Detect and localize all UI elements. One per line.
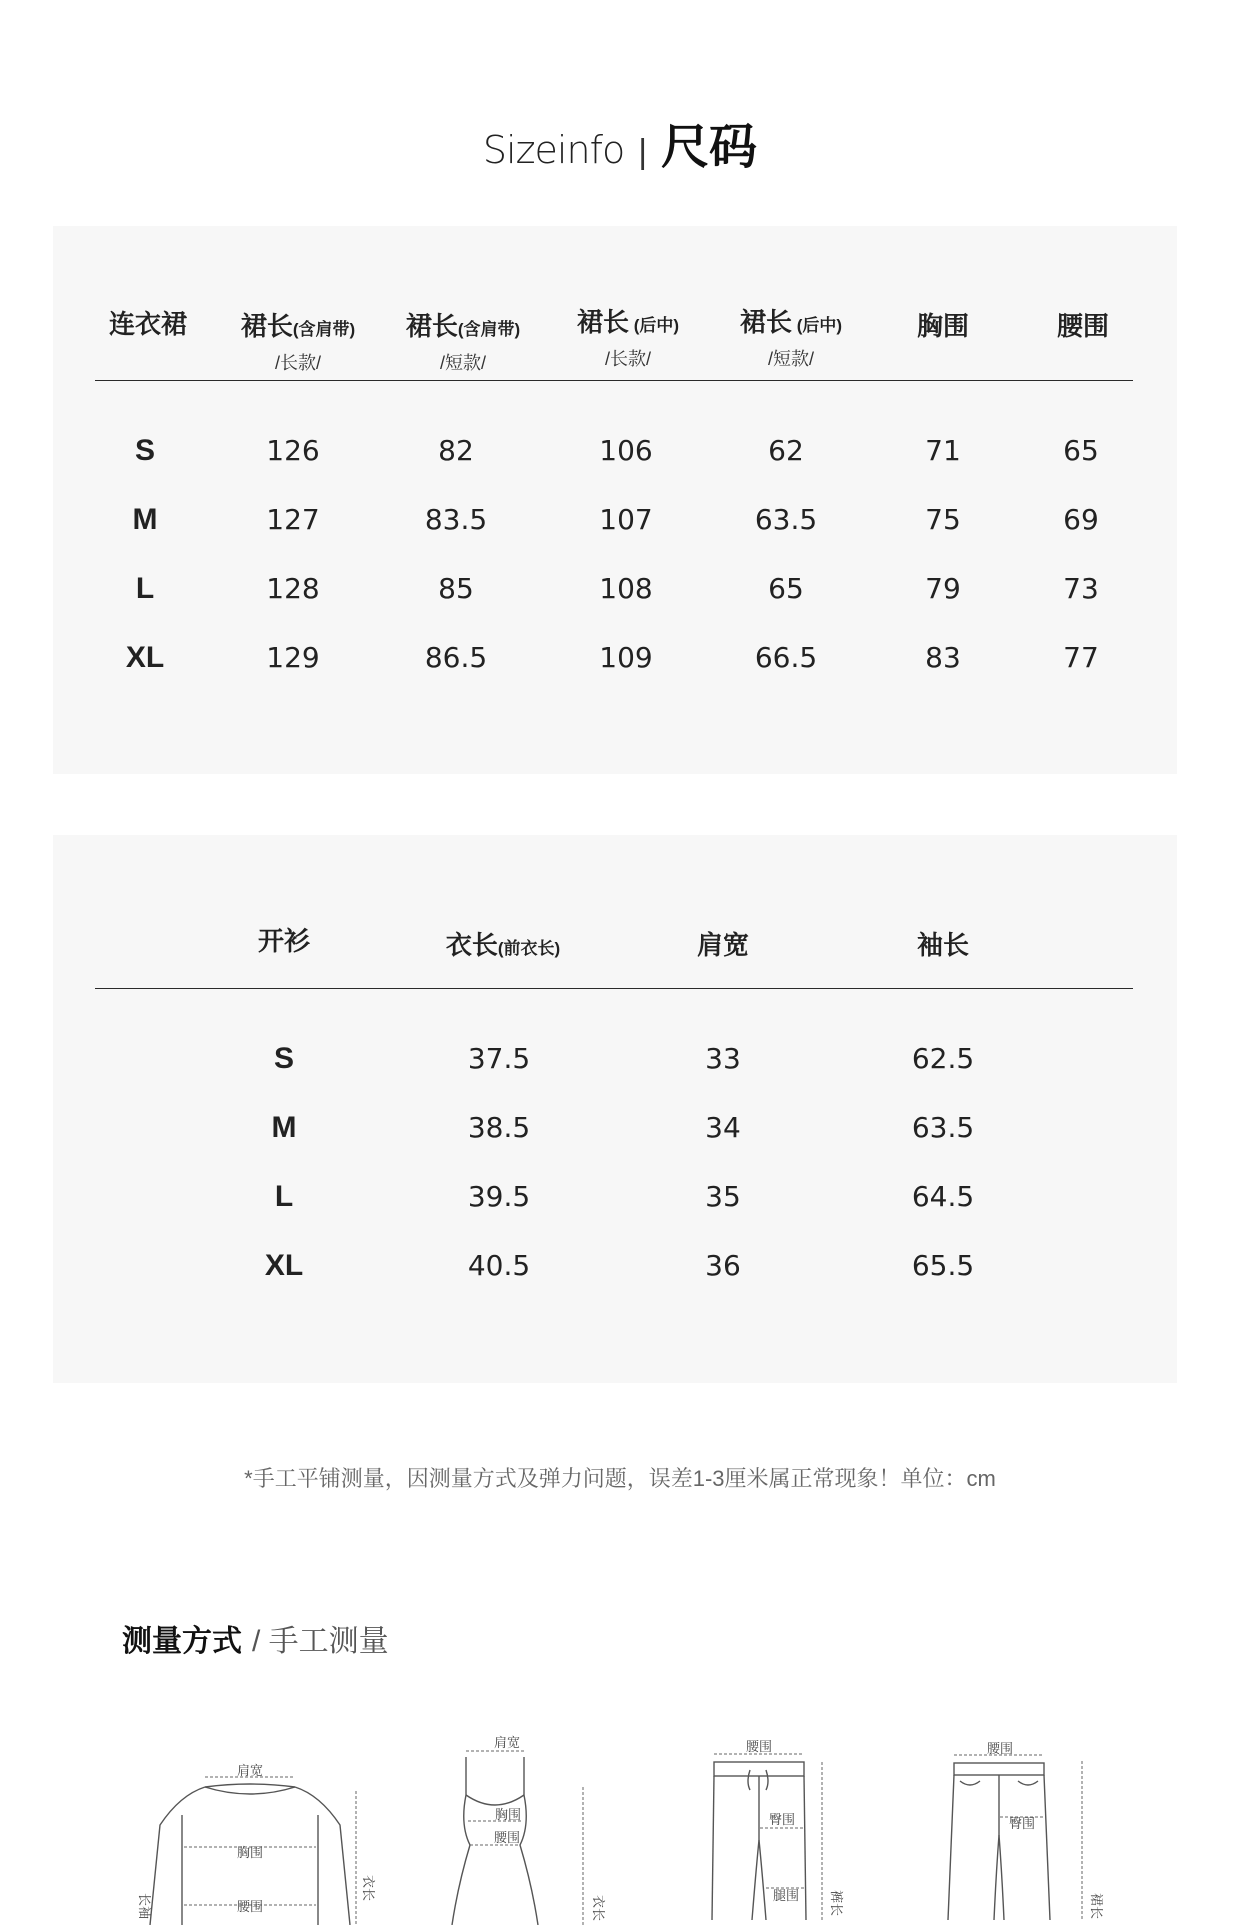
top-measurement-diagram — [120, 1755, 410, 1925]
top-label-length: 衣长 — [360, 1875, 375, 1902]
dress-header-length-long: 裙长(含肩带) /长款/ — [240, 311, 356, 373]
dress-header-back-length-short: 裙长 (后中) /短款/ — [739, 307, 843, 369]
top-label-sleeve: 长袖 — [136, 1893, 151, 1920]
title-en: Sizeinfo — [482, 128, 625, 172]
cardigan-header-divider — [95, 988, 1133, 989]
table-row: L 39.5 35 64.5 — [274, 1180, 975, 1213]
cardigan-header-sleeve: 袖长 — [916, 930, 970, 960]
method-title: 测量方式 — [122, 1625, 242, 1658]
table-row: S 126 82 106 62 71 65 — [134, 434, 1099, 467]
table-row: XL 129 86.5 109 66.5 83 77 — [125, 641, 1099, 674]
pants-measurement-diagram — [700, 1740, 850, 1920]
dress-label-shoulder: 肩宽 — [493, 1736, 521, 1751]
top-label-waist: 腰围 — [236, 1900, 264, 1915]
title-separator: | — [638, 133, 648, 171]
dress-label-chest: 胸围 — [494, 1808, 522, 1823]
table-row: XL 40.5 36 65.5 — [264, 1249, 975, 1282]
page-title — [0, 108, 1240, 177]
dress-header-category: 连衣裙 — [108, 309, 188, 339]
measurement-method-heading — [122, 1616, 389, 1660]
jeans-label-length: 裙长 — [1088, 1893, 1103, 1920]
cardigan-header-category: 开衫 — [257, 926, 311, 956]
dress-label-length: 衣长 — [590, 1895, 605, 1922]
table-row: L 128 85 108 65 79 73 — [135, 572, 1099, 605]
jeans-measurement-diagram — [940, 1742, 1110, 1920]
cardigan-header-shoulder: 肩宽 — [696, 930, 750, 960]
dress-header-back-length-long: 裙长 (后中) /长款/ — [576, 307, 680, 369]
dress-label-waist: 腰围 — [493, 1831, 521, 1846]
jeans-label-waist: 腰围 — [986, 1742, 1014, 1757]
cardigan-size-table — [53, 835, 1177, 1383]
pants-label-hip: 臀围 — [768, 1813, 796, 1828]
top-label-shoulder: 肩宽 — [236, 1764, 264, 1779]
dress-header-waist: 腰围 — [1056, 311, 1110, 341]
title-zh: 尺码 — [661, 119, 758, 175]
method-subtitle: / 手工测量 — [252, 1625, 389, 1658]
measurement-note: *手工平铺测量，因测量方式及弹力问题，误差1-3厘米属正常现象！单位：cm — [244, 1466, 996, 1491]
table-row: M 38.5 34 63.5 — [271, 1111, 975, 1144]
dress-header-divider — [95, 380, 1133, 381]
top-label-chest: 胸围 — [236, 1846, 264, 1861]
pants-label-thigh: 腿围 — [772, 1889, 800, 1904]
cardigan-header-length: 衣长(前衣长) — [445, 930, 561, 960]
dress-measurement-diagram — [440, 1735, 630, 1925]
dress-size-table — [53, 226, 1177, 774]
table-row: M 127 83.5 107 63.5 75 69 — [132, 503, 1099, 536]
pants-label-length: 裤长 — [828, 1890, 843, 1917]
jeans-label-hip: 臀围 — [1008, 1817, 1036, 1832]
pants-label-waist: 腰围 — [745, 1740, 773, 1755]
dress-header-length-short: 裙长(含肩带) /短款/ — [405, 311, 521, 373]
dress-header-chest: 胸围 — [916, 311, 970, 341]
table-row: S 37.5 33 62.5 — [273, 1042, 975, 1075]
